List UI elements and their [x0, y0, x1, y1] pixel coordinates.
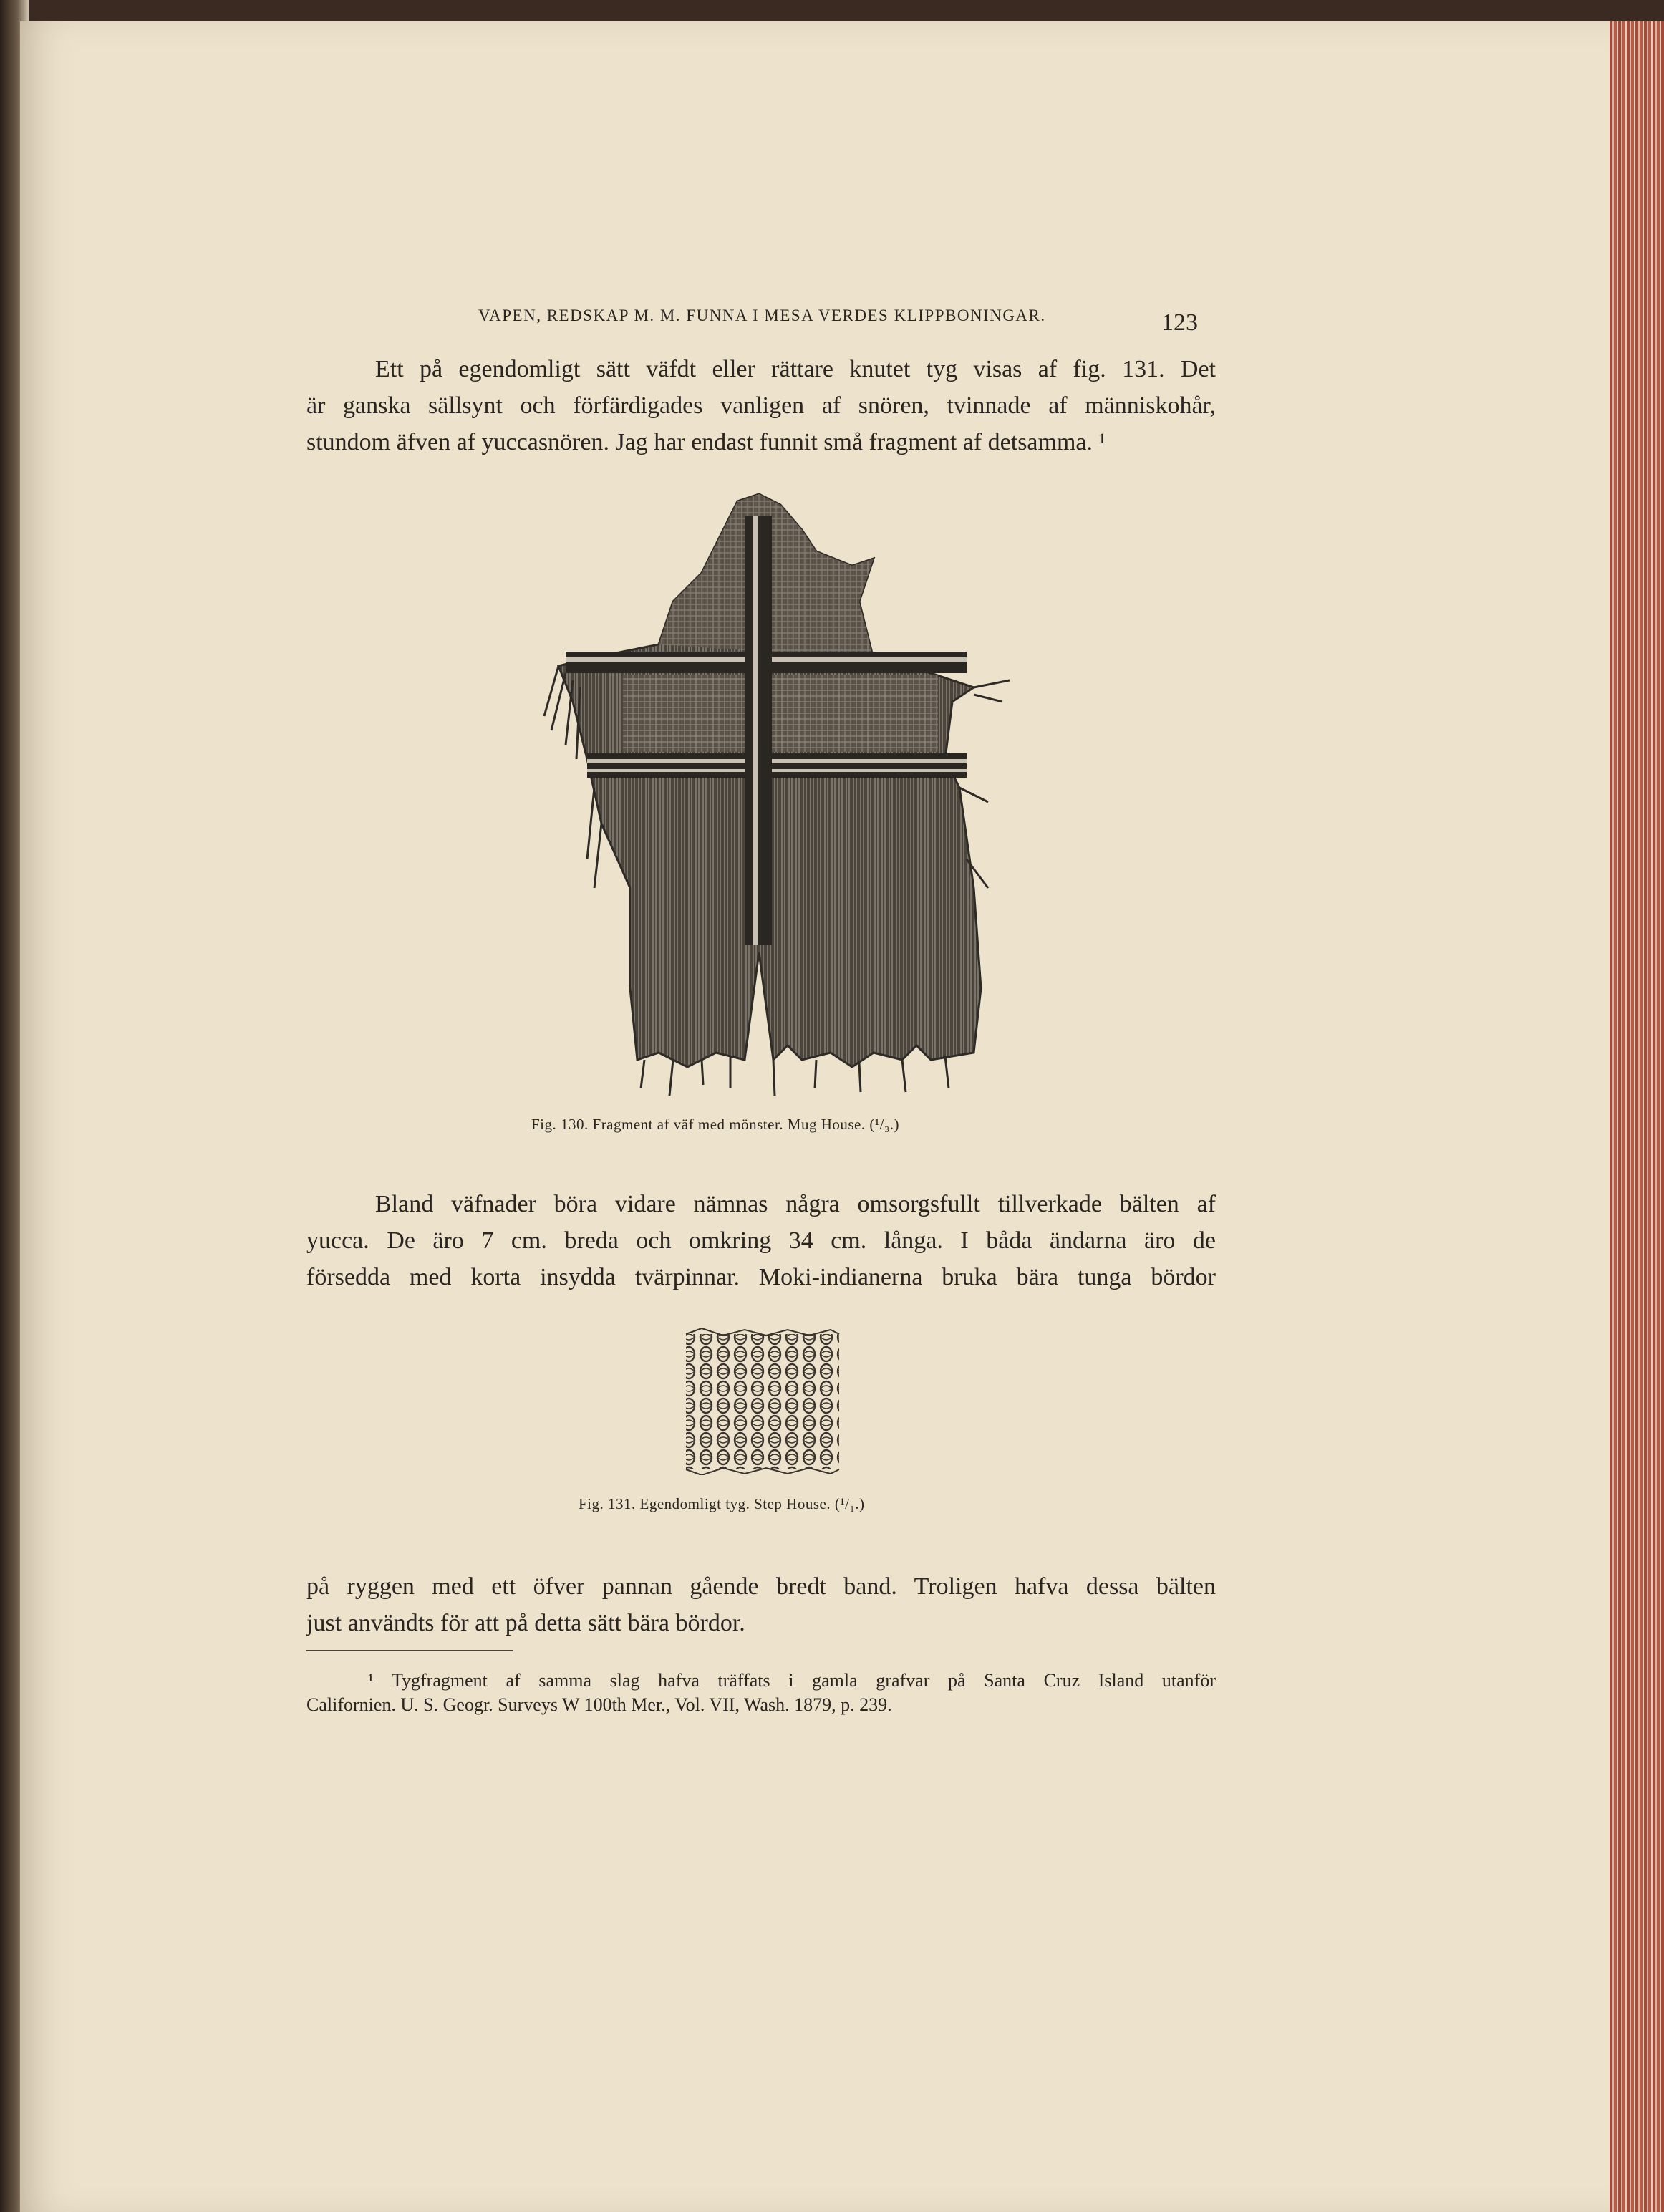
- paragraph-line: Bland väfnader böra vidare nämnas några omsorgsfullt tillverkade bälten af: [375, 1191, 1216, 1217]
- footnote-line: ¹ Tygfragment af samma slag hafva träffats i gamla grafvar på Santa Cruz Island utanför: [368, 1670, 1216, 1691]
- paragraph-line: yucca. De äro 7 cm. breda och omkring 34 cm. långa. I båda ändarna äro de: [306, 1227, 1216, 1254]
- running-header: VAPEN, REDSKAP M. M. FUNNA I MESA VERDES KLIPPBONINGAR.: [478, 306, 1046, 324]
- figure-130-fabric-fragment: [516, 487, 1017, 1103]
- page-number: 123: [1161, 309, 1198, 336]
- footnote-rule: [306, 1650, 513, 1651]
- paragraph-line: är ganska sällsynt och förfärdigades vanligen af snören, tvinnade af människohår,: [306, 392, 1216, 419]
- paragraph-line: på ryggen med ett öfver pannan gående bredt band. Troligen hafva dessa bälten: [306, 1573, 1216, 1600]
- paragraph-line: stundom äfven af yuccasnören. Jag har endast funnit små fragment af detsamma. ¹: [306, 429, 1106, 455]
- page-edges: [1610, 21, 1664, 2212]
- footnote-line: Californien. U. S. Geogr. Surveys W 100th Mer., Vol. VII, Wash. 1879, p. 239.: [306, 1694, 892, 1715]
- paragraph-3: [306, 1568, 1216, 1641]
- paragraph-line: försedda med korta insydda tvärpinnar. Moki-indianerna bruka bära tunga bördor: [306, 1264, 1216, 1290]
- figure-130-caption: Fig. 130. Fragment af väf med mönster. Mug House. (¹/₃.): [531, 1116, 900, 1133]
- paragraph-1: [306, 351, 1216, 460]
- paragraph-2: [306, 1186, 1216, 1295]
- figure-131-caption: Fig. 131. Egendomligt tyg. Step House. (¹/₁.): [579, 1495, 865, 1512]
- figure-131-net-fabric: [680, 1328, 845, 1475]
- paragraph-line: Ett på egendomligt sätt väfdt eller rättare knutet tyg visas af fig. 131. Det: [375, 356, 1216, 382]
- paragraph-line: just användts för att på detta sätt bära bördor.: [306, 1610, 745, 1636]
- footnote: [306, 1668, 1216, 1717]
